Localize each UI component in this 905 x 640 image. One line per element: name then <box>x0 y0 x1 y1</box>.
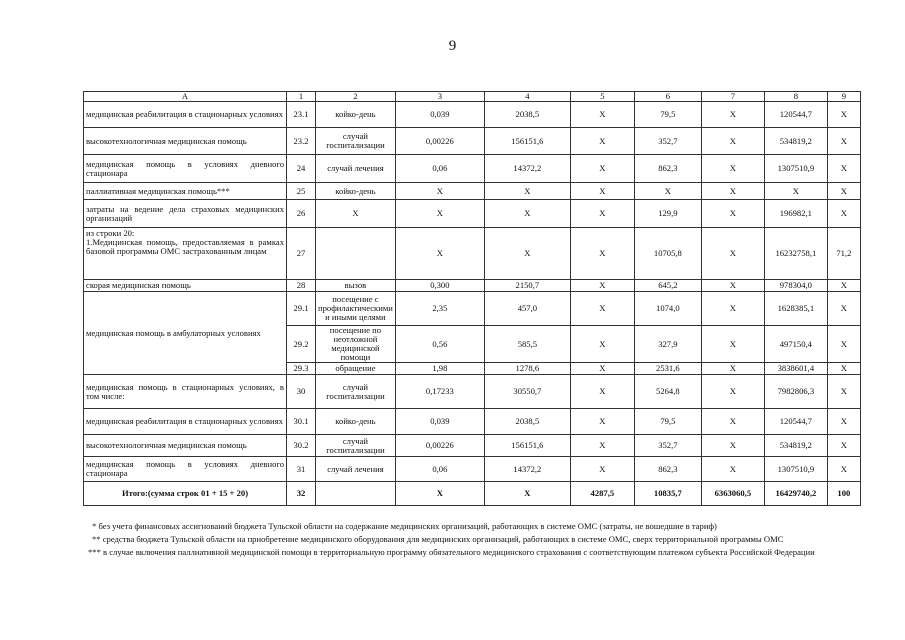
value-cell: 978304,0 <box>764 280 827 292</box>
table-row <box>84 128 861 155</box>
value-cell: 0,039 <box>395 102 484 128</box>
row-number: 23.2 <box>287 128 316 155</box>
value-cell: Х <box>484 200 570 228</box>
value-cell: Х <box>570 409 634 435</box>
col-header: 9 <box>827 92 860 102</box>
row-label: медицинская реабилитация в стационарных условиях <box>84 102 287 128</box>
value-cell: 129,9 <box>634 200 701 228</box>
value-cell: 0,56 <box>395 326 484 363</box>
row-label: медицинская помощь в условиях дневного стационара <box>84 155 287 183</box>
value-cell: 534819,2 <box>764 435 827 457</box>
value-cell: Х <box>570 128 634 155</box>
value-cell: Х <box>827 200 860 228</box>
value-cell: Х <box>827 155 860 183</box>
value-cell: 30550,7 <box>484 375 570 409</box>
row-number: 24 <box>287 155 316 183</box>
value-cell: 3838601,4 <box>764 363 827 375</box>
value-cell: 10835,7 <box>634 482 701 506</box>
col-header: 6 <box>634 92 701 102</box>
value-cell: 196982,1 <box>764 200 827 228</box>
value-cell: 1307510,9 <box>764 155 827 183</box>
row-label-line: из строки 20: <box>86 228 135 239</box>
value-cell: 71,2 <box>827 228 860 280</box>
value-cell: Х <box>570 375 634 409</box>
value-cell: Х <box>701 280 764 292</box>
value-cell: 0,06 <box>395 457 484 482</box>
unit-cell: посещение с профилактическими и иными целями <box>316 292 396 326</box>
value-cell: 0,06 <box>395 155 484 183</box>
unit-cell: случай лечения <box>316 155 396 183</box>
value-cell: Х <box>395 183 484 200</box>
value-cell: Х <box>701 326 764 363</box>
col-header: 1 <box>287 92 316 102</box>
value-cell: Х <box>827 457 860 482</box>
value-cell: Х <box>827 375 860 409</box>
col-header: 3 <box>395 92 484 102</box>
value-cell: 16232758,1 <box>764 228 827 280</box>
value-cell: 862,3 <box>634 457 701 482</box>
value-cell: Х <box>827 280 860 292</box>
col-header: 8 <box>764 92 827 102</box>
value-cell: Х <box>701 155 764 183</box>
row-number: 26 <box>287 200 316 228</box>
value-cell: 497150,4 <box>764 326 827 363</box>
value-cell: 79,5 <box>634 409 701 435</box>
value-cell: 0,00226 <box>395 128 484 155</box>
unit-cell: случай госпитализации <box>316 375 396 409</box>
table-row <box>84 183 861 200</box>
col-header: А <box>84 92 287 102</box>
value-cell: 457,0 <box>484 292 570 326</box>
row-label: медицинская реабилитация в стационарных условиях <box>84 409 287 435</box>
value-cell: Х <box>570 435 634 457</box>
footnote: *** в случае включения паллиативной медицинской помощи в территориальную программу обязательного медицинского страхования с соответствующим платежом субъекта Российской Федерации <box>88 547 815 558</box>
value-cell: 645,2 <box>634 280 701 292</box>
value-cell: Х <box>570 363 634 375</box>
unit-cell: случай госпитализации <box>316 128 396 155</box>
table-row <box>84 457 861 482</box>
value-cell: Х <box>395 482 484 506</box>
row-number: 30.2 <box>287 435 316 457</box>
value-cell: 352,7 <box>634 128 701 155</box>
value-cell: Х <box>570 292 634 326</box>
value-cell: 5264,8 <box>634 375 701 409</box>
value-cell: 327,9 <box>634 326 701 363</box>
row-label: медицинская помощь в стационарных условиях, в том числе: <box>84 375 287 409</box>
row-number: 25 <box>287 183 316 200</box>
row-number: 31 <box>287 457 316 482</box>
value-cell: Х <box>701 228 764 280</box>
table-row <box>84 280 861 292</box>
value-cell: Х <box>701 375 764 409</box>
value-cell: 6363060,5 <box>701 482 764 506</box>
value-cell: 1278,6 <box>484 363 570 375</box>
row-number: 30 <box>287 375 316 409</box>
row-number: 30.1 <box>287 409 316 435</box>
footnote: ** средства бюджета Тульской области на приобретение медицинского оборудования для медицинских организаций, работающих в системе ОМС, сверх территориальной программы ОМС <box>92 534 784 545</box>
unit-cell: койко-день <box>316 102 396 128</box>
value-cell: 14372,2 <box>484 155 570 183</box>
value-cell: 0,17233 <box>395 375 484 409</box>
value-cell: 16429740,2 <box>764 482 827 506</box>
row-label <box>84 228 287 280</box>
value-cell: Х <box>395 228 484 280</box>
value-cell: Х <box>827 435 860 457</box>
value-cell: Х <box>395 200 484 228</box>
value-cell: Х <box>701 363 764 375</box>
footnotes <box>88 521 848 561</box>
value-cell: Х <box>827 183 860 200</box>
value-cell: 4287,5 <box>570 482 634 506</box>
value-cell: Х <box>764 183 827 200</box>
value-cell: 1628385,1 <box>764 292 827 326</box>
row-label: медицинская помощь в условиях дневного стационара <box>84 457 287 482</box>
table-row <box>84 435 861 457</box>
value-cell: Х <box>570 155 634 183</box>
footnote: * без учета финансовых ассигнований бюджета Тульской области на содержание медицинских организаций, работающих в системе ОМС (затраты, не вошедшие в тариф) <box>92 521 717 531</box>
value-cell: Х <box>570 200 634 228</box>
row-number: 23.1 <box>287 102 316 128</box>
col-header: 2 <box>316 92 396 102</box>
col-header: 4 <box>484 92 570 102</box>
table-row <box>84 155 861 183</box>
row-label: Итого:(сумма строк 01 + 15 + 20) <box>84 482 287 506</box>
unit-cell: обращение <box>316 363 396 375</box>
value-cell: Х <box>701 292 764 326</box>
value-cell: Х <box>484 228 570 280</box>
value-cell: 120544,7 <box>764 102 827 128</box>
value-cell: Х <box>701 457 764 482</box>
value-cell: 100 <box>827 482 860 506</box>
value-cell: Х <box>570 183 634 200</box>
value-cell: 2150,7 <box>484 280 570 292</box>
unit-cell: вызов <box>316 280 396 292</box>
value-cell: Х <box>484 482 570 506</box>
value-cell: 352,7 <box>634 435 701 457</box>
value-cell: 156151,6 <box>484 435 570 457</box>
unit-cell: койко-день <box>316 409 396 435</box>
value-cell: 2531,6 <box>634 363 701 375</box>
row-label: медицинская помощь в амбулаторных условиях <box>84 292 287 375</box>
value-cell: Х <box>570 228 634 280</box>
value-cell: 156151,6 <box>484 128 570 155</box>
value-cell: 10705,8 <box>634 228 701 280</box>
table-row <box>84 409 861 435</box>
value-cell: 585,5 <box>484 326 570 363</box>
value-cell: Х <box>570 326 634 363</box>
row-number: 29.2 <box>287 326 316 363</box>
row-label: высокотехнологичная медицинская помощь <box>84 128 287 155</box>
value-cell: Х <box>570 457 634 482</box>
unit-cell: случай лечения <box>316 457 396 482</box>
unit-cell <box>316 482 396 506</box>
value-cell: 1074,0 <box>634 292 701 326</box>
col-header: 7 <box>701 92 764 102</box>
unit-cell: койко-день <box>316 183 396 200</box>
row-number: 28 <box>287 280 316 292</box>
value-cell: 0,300 <box>395 280 484 292</box>
table-row <box>84 200 861 228</box>
value-cell: 2038,5 <box>484 409 570 435</box>
value-cell: Х <box>827 128 860 155</box>
value-cell: Х <box>827 363 860 375</box>
value-cell: 120544,7 <box>764 409 827 435</box>
value-cell: Х <box>701 183 764 200</box>
value-cell: 1307510,9 <box>764 457 827 482</box>
value-cell: 2,35 <box>395 292 484 326</box>
value-cell: 1,98 <box>395 363 484 375</box>
total-row <box>84 482 861 506</box>
value-cell: 79,5 <box>634 102 701 128</box>
value-cell: 0,00226 <box>395 435 484 457</box>
value-cell: Х <box>827 409 860 435</box>
row-label: скорая медицинская помощь <box>84 280 287 292</box>
table-row <box>84 102 861 128</box>
page-number: 9 <box>448 38 457 54</box>
value-cell: Х <box>701 435 764 457</box>
row-number: 32 <box>287 482 316 506</box>
value-cell: Х <box>827 102 860 128</box>
value-cell: 7982806,3 <box>764 375 827 409</box>
row-number: 29.3 <box>287 363 316 375</box>
value-cell: Х <box>827 292 860 326</box>
row-label: затраты на ведение дела страховых медицинских организаций <box>84 200 287 228</box>
value-cell: Х <box>701 128 764 155</box>
col-header: 5 <box>570 92 634 102</box>
value-cell: 862,3 <box>634 155 701 183</box>
value-cell: Х <box>701 200 764 228</box>
value-cell: Х <box>701 102 764 128</box>
table-row <box>84 292 861 326</box>
value-cell: Х <box>634 183 701 200</box>
data-table <box>83 91 861 506</box>
header-row <box>84 92 861 102</box>
unit-cell: случай госпитализации <box>316 435 396 457</box>
row-number: 27 <box>287 228 316 280</box>
value-cell: Х <box>484 183 570 200</box>
unit-cell: посещение по неотложной медицинской помощи <box>316 326 396 363</box>
row-label: паллиативная медицинская помощь*** <box>84 183 287 200</box>
value-cell: 534819,2 <box>764 128 827 155</box>
table-row <box>84 375 861 409</box>
value-cell: 0,039 <box>395 409 484 435</box>
row-label-line: 1.Медицинская помощь, предоставляемая в рамках базовой программы ОМС застрахованным лицам <box>86 237 284 257</box>
value-cell: 14372,2 <box>484 457 570 482</box>
value-cell: Х <box>570 280 634 292</box>
value-cell: Х <box>701 409 764 435</box>
row-number: 29.1 <box>287 292 316 326</box>
value-cell: Х <box>570 102 634 128</box>
value-cell: 2038,5 <box>484 102 570 128</box>
table-row <box>84 228 861 280</box>
row-label: высокотехнологичная медицинская помощь <box>84 435 287 457</box>
unit-cell: Х <box>316 200 396 228</box>
unit-cell <box>316 228 396 280</box>
value-cell: Х <box>827 326 860 363</box>
